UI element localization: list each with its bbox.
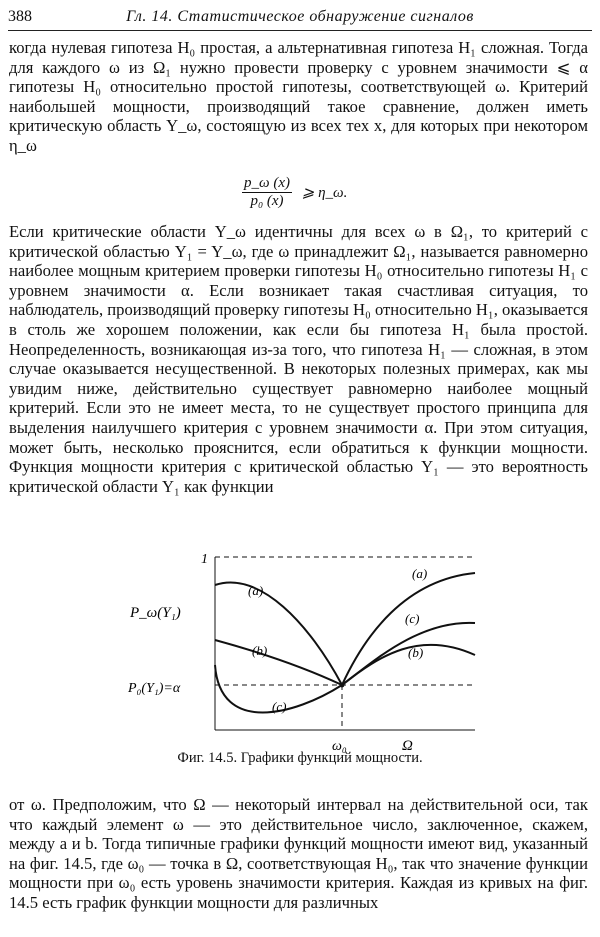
one-label: 1 xyxy=(201,552,208,567)
formula-numerator: p_ω (x) xyxy=(244,175,290,191)
curve-label-c-right: (c) xyxy=(405,611,420,626)
alpha-label: P₀(Y₁)=α xyxy=(128,681,181,696)
curve-c xyxy=(215,623,475,713)
paragraph-3: от ω. Предположим, что Ω — некоторый интервал на действительной оси, так что каждый элемент ω — это действительное число, заключенное, скажем, между a и b. Тогда типичные графики функций мощности имеют вид, указанный на фиг. 14.5, где ω₀ — точка в Ω, соответствующая H₀, так что значение функции мощности при ω₀ есть уровень значимости критерия. Каждая из кривых на фиг. 14.5 есть график функции мощности для различных xyxy=(9,795,588,912)
running-header xyxy=(8,6,592,31)
curve-label-c-left: (c) xyxy=(272,699,287,714)
likelihood-ratio-formula xyxy=(242,175,347,210)
y-axis-label: P_ω(Y₁) xyxy=(130,605,181,621)
curve-label-a-left: (a) xyxy=(248,583,264,598)
page-number: 388 xyxy=(8,8,32,25)
common-point xyxy=(340,683,345,688)
running-title: Гл. 14. Статистическое обнаружение сигналов xyxy=(126,8,474,25)
power-function-figure xyxy=(120,545,490,755)
figure-caption: Фиг. 14.5. Графики функций мощности. xyxy=(177,750,423,766)
formula-fraction xyxy=(242,175,292,210)
paragraph-2: Если критические области Y_ω идентичны для всех ω в Ω₁, то критерий с критической областью Y₁ = Y_ω, где ω принадлежит Ω₁, называется равномерно наиболее мощным критерием проверки гипотезы H₀ относительно гипотезы H₁ с уровнем значимости α. Если возникает такая счастливая ситуация, то наблюдатель, производящий проверку гипотезы H₀ относительно H₁, оказывается в столь же хорошем положении, как если бы гипотеза H₁ была простой. Неопределенность, возникающая из-за того, что гипотеза H₁ — сложная, в этом случае оказывается несущественной. В некоторых полезных примерах, как мы увидим ниже, действительно существует равномерно наиболее мощный критерий. Если это не имеет места, то не существует простого принципа для выделения наилучшего критерия с уровнем значимости α. При этом ситуация, может быть, несколько прояснится, если обратиться к функции мощности. Функция мощности критерия с критической областью Y₁ — это вероятность критической области Y₁ как функции xyxy=(9,222,588,496)
formula-denominator: p₀ (x) xyxy=(250,193,284,209)
curve-label-b-left: (b) xyxy=(252,643,268,658)
formula-relation: ⩾ η_ω. xyxy=(301,185,348,201)
omega-label: Ω xyxy=(402,738,413,754)
curve-label-a-right: (a) xyxy=(412,566,428,581)
omega0-label: ω₀ xyxy=(332,739,347,754)
paragraph-1: когда нулевая гипотеза H₀ простая, а альтернативная гипотеза H₁ сложная. Тогда для каждого ω из Ω₁ нужно провести проверку с уровнем значимости ⩽ α гипотезы H₀ относительно простой гипотезы, соответствующей ω. Критерий наибольшей мощности, производящий такое сравнение, должен иметь критическую область Y_ω, состоящую из всех тех x, для которых при некотором η_ω xyxy=(9,38,588,155)
curve-label-b-right: (b) xyxy=(408,645,424,660)
